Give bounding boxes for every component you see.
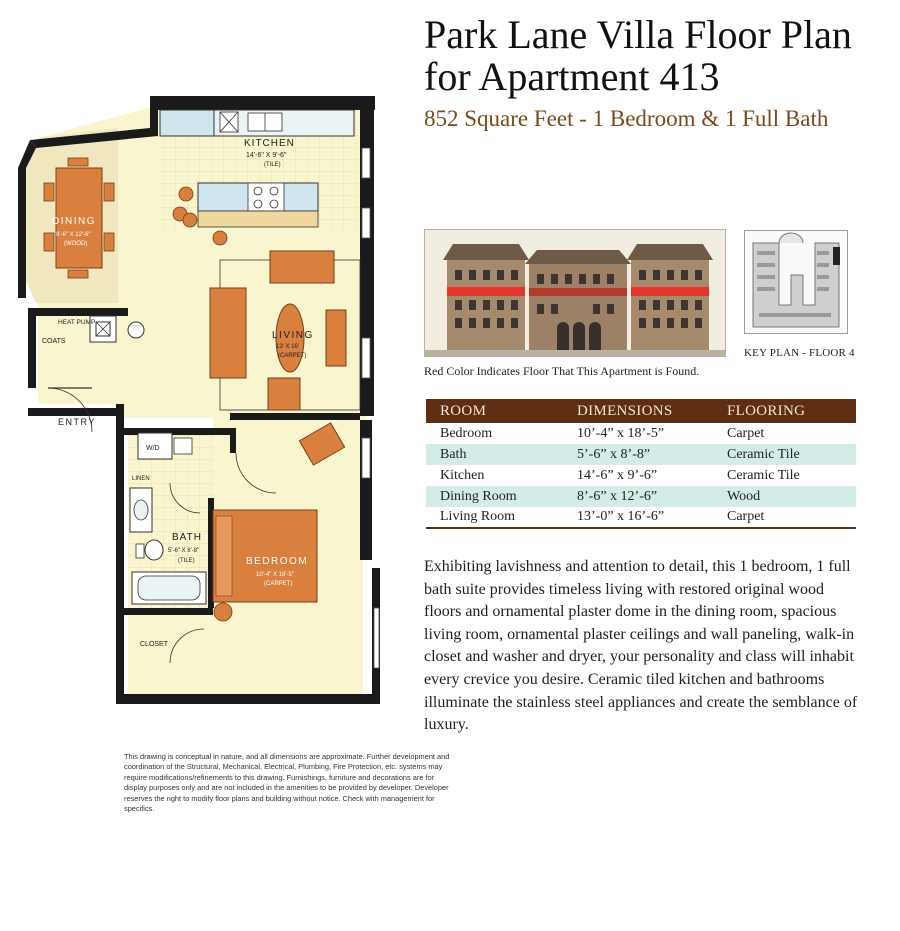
table-row <box>426 486 856 507</box>
column-header-room: ROOM <box>426 399 563 423</box>
table-cell-dimensions: 14’-6” x 9’-6” <box>577 467 658 483</box>
dining-dims-label: 8'-6" X 12'-6" <box>56 232 91 238</box>
legal-disclaimer: This drawing is conceptual in nature, and all dimensions are approximate. Further development and coordination of the Structural, Mechanical, Electrical, Plumbing, Fire Protection, etc. systems may require modifications/refinements to this drawing. Furnishings, furniture and decorations are for display purposes only and are not included in the amenities to be provided by developer. Developer reserves the right to modify floor plans and building without notice. Check with management for specifics. <box>124 752 450 814</box>
key-plan-drawing <box>745 231 847 333</box>
kitchen-label: KITCHEN <box>244 138 295 149</box>
elevation-caption: Red Color Indicates Floor That This Apartment is Found. <box>424 364 700 378</box>
bath-dims-label: 5'-6" X 8'-8" <box>168 548 200 554</box>
key-plan-unit-marker <box>833 247 840 265</box>
column-header-dimensions: DIMENSIONS <box>563 399 713 423</box>
apartment-floor-highlight <box>447 287 525 296</box>
bedroom-dims-label: 10'-4" X 18'-5" <box>256 572 294 578</box>
table-row <box>426 444 856 465</box>
table-cell-flooring: Wood <box>713 486 856 507</box>
cooktop-icon <box>248 183 284 211</box>
table-cell-dimensions: 10’-4” x 18’-5” <box>577 425 665 441</box>
key-plan-image <box>744 230 848 334</box>
coats-label: COATS <box>42 338 66 345</box>
key-plan-label: KEY PLAN - FLOOR 4 <box>744 347 855 359</box>
heat-pump-label: HEAT PUMP <box>58 319 96 326</box>
toilet-icon <box>145 540 163 560</box>
table-cell-room: Kitchen <box>440 467 485 483</box>
apartment-description: Exhibiting lavishness and attention to detail, this 1 bedroom, 1 full bath suite provides timeless living with restored original wood floors and ornamental plaster dome in the dining room, spacious living room, ornamental plaster ceilings and wall paneling, walk-in closet and washer and dryer, your personality and class will inhabit every crevice you desire. Ceramic tiled kitchen and bathrooms illuminate the stainless steel appliances and create the semblance of luxury. <box>424 558 858 734</box>
table-cell-room: Bath <box>426 444 563 465</box>
bath-floor-label: (TILE) <box>178 558 195 564</box>
table-cell-flooring: Ceramic Tile <box>713 444 856 465</box>
media-console <box>326 310 346 366</box>
nightstand <box>214 603 232 621</box>
floor-plan <box>8 88 388 710</box>
bedroom-floor-label: (CARPET) <box>264 581 293 587</box>
table-cell-dimensions: 13’-0” x 16’-6” <box>563 507 713 528</box>
room-dimensions-table <box>426 399 856 529</box>
table-cell-dimensions: 5’-6” x 8’-8” <box>563 444 713 465</box>
dining-label: DINING <box>52 216 96 227</box>
table-cell-room: Living Room <box>426 507 563 528</box>
table-row <box>426 423 856 444</box>
table-cell-flooring: Carpet <box>727 425 765 441</box>
living-label: LIVING <box>272 330 314 341</box>
closet-label: CLOSET <box>140 641 169 648</box>
table-row <box>426 507 856 528</box>
kitchen-dims-label: 14'-6" X 9'-6" <box>246 152 287 159</box>
sofa <box>270 251 334 283</box>
entry-label: ENTRY <box>58 417 96 427</box>
column-header-flooring: FLOORING <box>713 399 856 423</box>
table-header-row <box>426 399 856 423</box>
table-cell-dimensions: 8’-6” x 12’-6” <box>563 486 713 507</box>
table-cell-flooring: Ceramic Tile <box>727 467 800 483</box>
building-elevation-drawing <box>425 230 726 357</box>
washer-dryer-label: W/D <box>146 445 160 452</box>
floor-plan-drawing <box>8 88 388 710</box>
bath-label: BATH <box>172 532 202 543</box>
living-floor-label: (CARPET) <box>278 353 307 359</box>
armchair <box>268 378 300 410</box>
closet-floor <box>128 608 213 698</box>
loveseat <box>210 288 246 378</box>
table-cell-flooring: Carpet <box>713 507 856 528</box>
bar-stool <box>179 187 193 201</box>
linen-label: LINEN <box>132 476 150 482</box>
page-title: Park Lane Villa Floor Plan for Apartment 413 <box>424 12 852 99</box>
table-cell-room: Dining Room <box>426 486 563 507</box>
page-subtitle: 852 Square Feet - 1 Bedroom & 1 Full Bath <box>424 106 829 131</box>
kitchen-floor-label: (TILE) <box>264 162 281 168</box>
dining-floor-label: (WOOD) <box>64 241 88 247</box>
building-elevation-image <box>424 229 726 357</box>
table-cell-room: Bedroom <box>440 425 493 441</box>
bedroom-label: BEDROOM <box>246 556 309 567</box>
table-row <box>426 465 856 486</box>
living-dims-label: 13' X 16' <box>276 344 299 350</box>
kitchen-counter <box>160 110 214 136</box>
